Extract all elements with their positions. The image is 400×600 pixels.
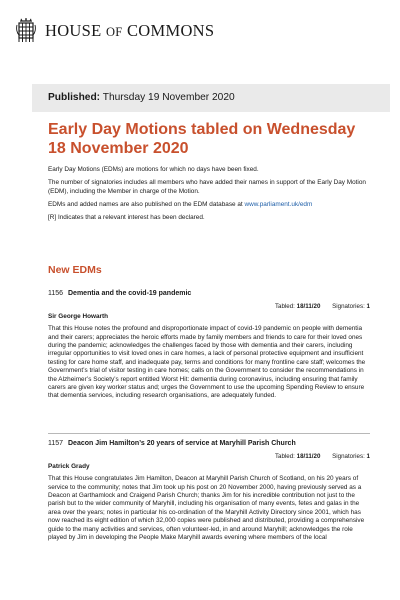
signatories-label: Signatories: — [332, 303, 365, 311]
motion-title-row — [48, 440, 370, 448]
page-title: Early Day Motions tabled on Wednesday 18 November 2020 — [48, 121, 356, 157]
intro-paragraph-4: [R] Indicates that a relevant interest has been declared. — [48, 213, 205, 221]
divider — [48, 433, 370, 434]
house-name-part1: HOUSE — [45, 21, 102, 40]
edm-database-link[interactable]: www.parliament.uk/edm — [244, 200, 313, 208]
motion-meta — [48, 303, 370, 311]
motion-title-row — [48, 290, 370, 298]
motion-title: Dementia and the covid-19 pandemic — [68, 290, 192, 297]
motion-title: Deacon Jim Hamilton’s 20 years of service at Maryhill Parish Church — [68, 440, 296, 447]
motion-item — [48, 290, 370, 401]
motion-number: 1157 — [48, 440, 64, 447]
motion-text: That this House notes the profound and disproportionate impact of covid-19 pandemic on people with dementia and their carers; appreciates the heroic efforts made by family members and friends to care for their loved ones during the pandemic; acknowledges the challenges faced by those with dementia and their carers, including irregular opportunities to visit loved ones in care homes, a lack of personal protective equipment and insufficient testing for care home staff, and inadequate pay, terms and conditions for many frontline care staff; welcomes the Government’s trial of visitor testing in care homes; calls on the Government to consider the recommendations in the Alzheimer’s Society’s report entitled Worst Hit: dementia during coronavirus, including ensuring that family carers are given key worker status and; urges the Government to use the upcoming Spending Review to ensure that dementia services, including research organisations, are adequately funded. — [48, 325, 366, 400]
signatories-label: Signatories: — [332, 453, 365, 461]
motion-item — [48, 440, 370, 542]
published-bar — [32, 84, 390, 112]
portcullis-icon — [16, 18, 36, 44]
tabled-date: 18/11/20 — [296, 453, 321, 461]
signatories-count: 1 — [366, 303, 370, 311]
section-heading: New EDMs — [48, 264, 102, 276]
signatories-count: 1 — [366, 453, 370, 461]
page-header — [16, 16, 214, 46]
house-name — [45, 21, 214, 41]
house-name-part2: COMMONS — [126, 21, 215, 40]
intro-paragraph-3 — [48, 201, 370, 210]
house-name-of: OF — [105, 25, 123, 39]
published-text — [48, 92, 235, 103]
published-date: Thursday 19 November 2020 — [102, 92, 235, 103]
tabled-label: Tabled: — [274, 453, 295, 461]
motion-sponsor: Sir George Howarth — [48, 312, 109, 320]
motion-meta — [48, 453, 370, 461]
motion-number: 1156 — [48, 290, 64, 297]
published-label: Published: — [48, 92, 101, 103]
intro-section — [48, 166, 370, 227]
motion-sponsor: Patrick Grady — [48, 462, 90, 470]
tabled-date: 18/11/20 — [296, 303, 321, 311]
tabled-label: Tabled: — [274, 303, 295, 311]
intro-paragraph-3-text: EDMs and added names are also published on the EDM database at — [48, 200, 245, 208]
intro-paragraph-1: Early Day Motions (EDMs) are motions for which no days have been fixed. — [48, 166, 259, 173]
motion-text: That this House congratulates Jim Hamilton, Deacon at Maryhill Parish Church of Scotland, on his 20 years of service to the community; notes that Jim took up his post on 20 November 2000, having previously served as a Deacon at Garthamlock and Craigend Parish Church; thanks Jim for his incredible contribution not just to the parish but to the wider community of Maryhill, including his organisation of many events, fetes and galas in the area over the years; notes in particular his co-ordination of the Maryhill Activity Directory since 2001, which has now reached its eight edition of which 32,000 copies were published and distributed, providing a comprehensive guide to the many activities and services, often volunteer-led, in and around Maryhill; acknowledges the role played by Jim in developing the People Make Maryhill awards evening where members of the local — [48, 475, 365, 542]
intro-paragraph-2: The number of signatories includes all members who have added their names in support of the Early Day Motion (EDM), including the Member in charge of the Motion. — [48, 178, 366, 195]
